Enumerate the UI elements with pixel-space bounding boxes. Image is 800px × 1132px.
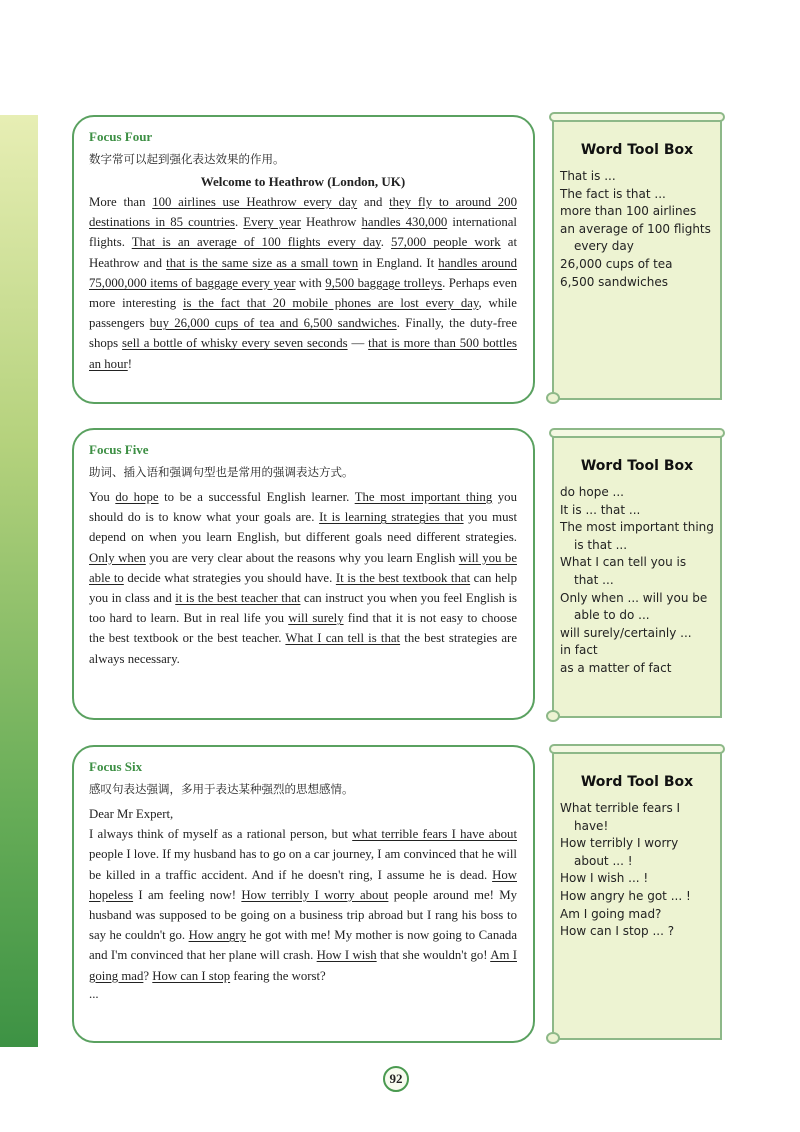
emphasis-phrase: How hopeless <box>89 867 517 902</box>
word-tool-box-item: more than 100 airlines <box>560 204 697 219</box>
focus-four-chinese-note: 数字常可以起到强化表达效果的作用。 <box>89 152 285 166</box>
text-segment: that she wouldn't go! <box>376 948 491 963</box>
focus-six-chinese-note: 感叹句表达强调，多用于表达某种强烈的思想感情。 <box>89 782 354 796</box>
word-tool-box-item: How angry he got ... ! <box>560 888 691 903</box>
emphasis-phrase: that is more than 500 bottles an hour <box>89 336 517 371</box>
decorative-side-bar <box>0 115 38 1047</box>
text-segment: at Heathrow and <box>89 235 517 270</box>
emphasis-phrase: buy 26,000 cups of tea and 6,500 sandwiches <box>149 316 397 331</box>
text-segment: people around me! My husband was supposed to be going on a business trip abroad but I rang his boss to say he couldn't go. <box>89 887 517 943</box>
word-tool-box-item: How terribly I worry about ... ! <box>560 836 679 868</box>
focus-four-heading: Welcome to Heathrow (London, UK) <box>200 174 406 189</box>
emphasis-phrase: will surely <box>288 611 344 626</box>
focus-five-panel <box>72 428 535 720</box>
emphasis-phrase: How can I stop <box>152 968 231 983</box>
emphasis-phrase: will you be able to <box>89 550 517 585</box>
emphasis-phrase: What I can tell is that <box>285 631 401 646</box>
text-segment: fearing the worst? <box>230 968 326 983</box>
text-segment: international flights. <box>89 215 517 250</box>
word-tool-box-title: Word Tool Box <box>580 458 694 474</box>
word-tool-box-3 <box>552 750 722 1040</box>
text-segment: you are very clear about the reasons why you learn English <box>145 550 459 565</box>
focus-six-panel <box>72 745 535 1043</box>
scroll-curl-top <box>549 428 725 438</box>
text-segment: . <box>235 215 244 230</box>
focus-five-title: Focus Five <box>89 442 149 457</box>
scroll-curl-bottom <box>546 710 560 722</box>
text-segment: . Perhaps even more interesting <box>89 275 517 311</box>
emphasis-phrase: they fly to around 200 destinations in 85 countries <box>89 195 517 230</box>
text-segment: . <box>380 235 391 250</box>
emphasis-phrase: handles around 75,000,000 items of baggage every year <box>89 255 517 290</box>
text-segment: More than <box>89 195 153 209</box>
text-segment: can help you in class and <box>89 570 517 606</box>
word-tool-box-item: Only when ... will you be able to do ... <box>560 590 708 623</box>
emphasis-phrase: That is an average of 100 flights every day <box>131 235 381 250</box>
text-segment: ? <box>143 968 153 983</box>
word-tool-box-list <box>560 168 714 291</box>
focus-six-paragraph <box>89 824 517 986</box>
word-tool-box-item: How I wish ... ! <box>560 871 649 886</box>
focus-five-paragraph <box>89 487 517 669</box>
text-segment: ! <box>127 356 132 371</box>
word-tool-box-item: What I can tell you is that ... <box>560 555 687 587</box>
emphasis-phrase: handles 430,000 <box>361 215 448 230</box>
text-segment: with <box>295 275 326 290</box>
emphasis-phrase: 57,000 people work <box>390 235 501 250</box>
emphasis-phrase: what terrible fears I have about <box>352 827 517 842</box>
text-segment: to be a successful English learner. <box>158 490 355 504</box>
text-segment: — <box>347 336 369 351</box>
emphasis-phrase: Only when <box>89 550 146 565</box>
emphasis-phrase: Every year <box>243 215 301 230</box>
page-number: 92 <box>383 1066 409 1092</box>
emphasis-phrase: sell a bottle of whisky every seven seconds <box>122 336 348 351</box>
word-tool-box-list <box>560 800 714 941</box>
word-tool-box-item: The fact is that ... <box>560 186 666 201</box>
text-segment: he got with me! My mother is now going to Canada and I'm convinced that her plane will crash. <box>89 928 518 963</box>
emphasis-phrase: The most important thing <box>354 490 493 504</box>
emphasis-phrase: 9,500 baggage trolleys <box>325 275 443 290</box>
word-tool-box-list <box>560 484 714 678</box>
focus-four-title: Focus Four <box>89 129 153 144</box>
word-tool-box-item: That is ... <box>560 169 616 183</box>
emphasis-phrase: it is the best teacher that <box>175 591 301 606</box>
word-tool-box-item: Am I going mad? <box>560 906 662 921</box>
text-segment: you must depend on when you learn English, but different goals need different strategies. <box>89 510 518 545</box>
word-tool-box-1 <box>552 118 722 400</box>
word-tool-box-item: as a matter of fact <box>560 660 672 675</box>
emphasis-phrase: It is learning strategies that <box>319 510 464 525</box>
focus-four-panel <box>72 115 535 404</box>
letter-ellipsis: ... <box>89 986 99 1001</box>
emphasis-phrase: How terribly I worry about <box>241 887 389 902</box>
text-segment: the best strategies are always necessary. <box>89 631 517 666</box>
emphasis-phrase: Am I going mad <box>89 948 517 983</box>
text-segment: . Finally, the duty-free shops <box>89 316 517 351</box>
scroll-curl-top <box>549 744 725 754</box>
text-segment: Heathrow <box>300 215 362 230</box>
emphasis-phrase: How I wish <box>316 948 377 963</box>
text-segment: find that it is not easy to choose the best textbook or the best teacher. <box>89 611 517 646</box>
word-tool-box-item: do hope ... <box>560 485 624 499</box>
text-segment: decide what strategies you should have. <box>123 570 336 585</box>
word-tool-box-item: What terrible fears I have! <box>560 801 681 833</box>
emphasis-phrase: is the fact that 20 mobile phones are lost every day <box>182 296 479 311</box>
text-segment: people I love. If my husband has to go on a car journey, I am convinced that he will be killed in a traffic accident. And if he doesn't ring, I assume he is dead. <box>89 847 517 882</box>
word-tool-box-title: Word Tool Box <box>580 142 694 158</box>
word-tool-box-item: How can I stop ... ? <box>560 924 675 939</box>
word-tool-box-item: in fact <box>560 643 598 658</box>
letter-salutation: Dear Mr Expert, <box>89 807 174 821</box>
emphasis-phrase: do hope <box>115 490 159 504</box>
word-tool-box-2 <box>552 434 722 718</box>
text-segment: , while passengers <box>89 296 517 331</box>
focus-six-title: Focus Six <box>89 759 143 774</box>
text-segment: I always think of myself as a rational person, but <box>89 827 353 842</box>
emphasis-phrase: 100 airlines use Heathrow every day <box>152 195 358 209</box>
text-segment: and <box>357 195 390 209</box>
scroll-curl-bottom <box>546 1032 560 1044</box>
word-tool-box-item: 26,000 cups of tea <box>560 256 673 271</box>
word-tool-box-item: will surely/certainly ... <box>560 625 692 640</box>
word-tool-box-item: The most important thing is that ... <box>560 520 714 552</box>
emphasis-phrase: How angry <box>188 928 247 943</box>
text-segment: I am feeling now! <box>133 887 242 902</box>
focus-four-paragraph <box>89 192 517 374</box>
text-segment: You <box>89 490 116 504</box>
text-segment: you should do is to know what your goals are. <box>89 490 517 525</box>
text-segment: can instruct you when you feel English is too hard to learn. But in real life you <box>89 591 517 626</box>
word-tool-box-item: It is ... that ... <box>560 502 641 517</box>
word-tool-box-item: an average of 100 flights every day <box>560 221 711 254</box>
emphasis-phrase: that is the same size as a small town <box>166 255 359 270</box>
word-tool-box-title: Word Tool Box <box>580 774 694 790</box>
emphasis-phrase: It is the best textbook that <box>335 570 471 585</box>
text-segment: in England. It <box>358 255 439 270</box>
focus-five-chinese-note: 助词、插入语和强调句型也是常用的强调表达方式。 <box>89 465 354 479</box>
scroll-curl-bottom <box>546 392 560 404</box>
word-tool-box-item: 6,500 sandwiches <box>560 274 668 289</box>
scroll-curl-top <box>549 112 725 122</box>
